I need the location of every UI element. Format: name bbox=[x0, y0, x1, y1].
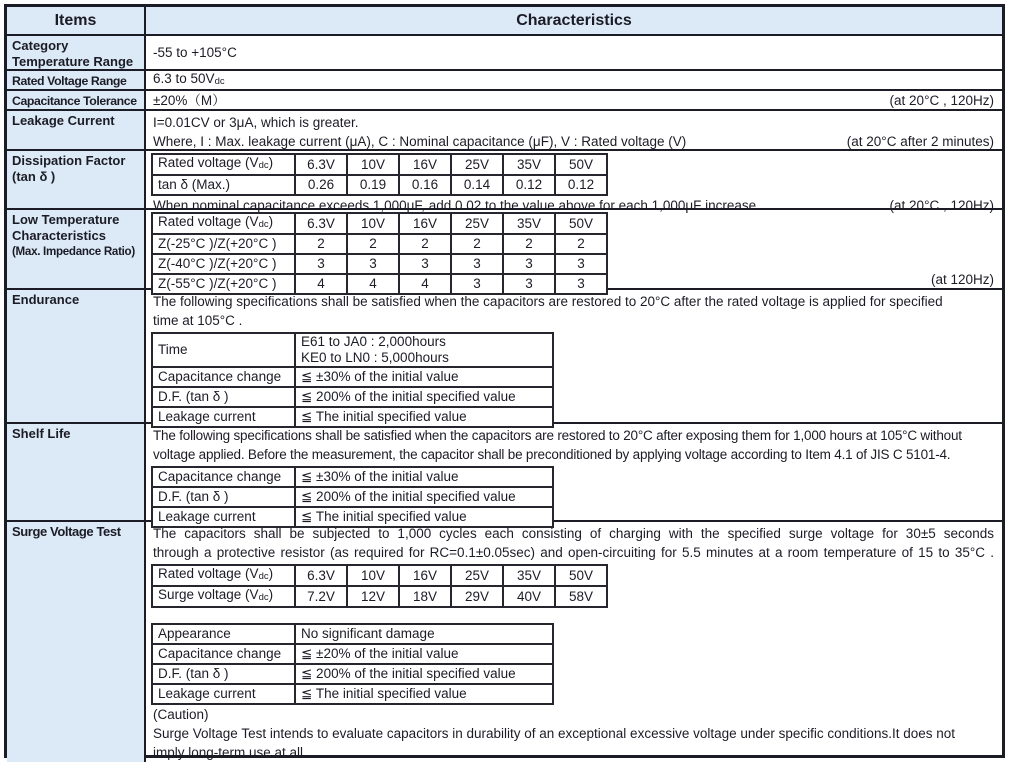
voltage-cell: 50V bbox=[555, 565, 607, 586]
surge-voltage-table bbox=[151, 564, 608, 608]
endurance-description-line2: time at 105°C . bbox=[153, 313, 243, 328]
surge-result-table bbox=[151, 623, 554, 705]
rated-voltage-range-label: Rated Voltage Range bbox=[12, 74, 127, 88]
voltage-cell: 35V bbox=[503, 213, 555, 234]
shelf-life-value-cell bbox=[146, 424, 1002, 524]
label-text: Rated voltage (V bbox=[158, 566, 259, 581]
label-text: Rated voltage (V bbox=[158, 214, 259, 229]
endurance-value-cell bbox=[146, 290, 1002, 422]
items-header-cell bbox=[7, 7, 146, 34]
capacitance-tolerance-label: Capacitance Tolerance bbox=[12, 94, 137, 108]
impedance-row-label: Z(-40°C )/Z(+20°C ) bbox=[152, 254, 295, 274]
impedance-value-cell: 2 bbox=[451, 234, 503, 254]
surge-value-cell: 29V bbox=[451, 586, 503, 607]
surge-description-line1: The capacitors shall be subjected to 1,000 cycles each consisting of charging with the specified surge voltage for 30±5 seconds bbox=[153, 526, 994, 541]
endurance-time-label: Time bbox=[152, 333, 295, 367]
low-temp-voltage-row-label bbox=[152, 213, 295, 234]
surge-caution-title: (Caution) bbox=[153, 707, 209, 722]
capacitance-tolerance-condition: (at 20°C , 120Hz) bbox=[889, 92, 994, 108]
low-temperature-label-cell bbox=[7, 210, 146, 288]
endurance-row-label: Capacitance change bbox=[152, 367, 295, 387]
low-temperature-label-line2: Characteristics bbox=[12, 228, 106, 243]
endurance-capacitance-row bbox=[152, 367, 553, 387]
low-temperature-table bbox=[151, 212, 608, 295]
leakage-current-where: Where, I : Max. leakage current (μA), C : Nominal capacitance (μF), V : Rated voltage (V) bbox=[153, 134, 687, 149]
leakage-current-value-cell bbox=[146, 111, 1002, 149]
surge-rated-row-label bbox=[152, 565, 295, 586]
surge-result-value: ≦ The initial specified value bbox=[295, 684, 553, 704]
impedance-row-label: Z(-25°C )/Z(+20°C ) bbox=[152, 234, 295, 254]
row-dissipation-factor bbox=[7, 149, 1002, 213]
surge-value-cell: 7.2V bbox=[295, 586, 347, 607]
category-label-line1: Category bbox=[12, 38, 69, 53]
tan-value-cell: 0.12 bbox=[503, 175, 555, 195]
endurance-row-value: ≦ ±30% of the initial value bbox=[295, 367, 553, 387]
dissipation-note: When nominal capacitance exceeds 1,000μF, add 0.02 to the value above for each 1,000μF increase. bbox=[153, 198, 760, 213]
shelf-row-value: ≦ 200% of the initial specified value bbox=[295, 487, 553, 507]
shelf-row-label: Leakage current bbox=[152, 507, 295, 527]
dissipation-factor-label-cell bbox=[7, 151, 146, 208]
category-temperature-range-value-cell bbox=[146, 36, 1002, 69]
dissipation-tan-row bbox=[152, 175, 607, 195]
label-sub: dc bbox=[258, 219, 269, 230]
row-category-temperature-range bbox=[7, 34, 1002, 69]
shelf-life-description-line2: voltage applied. Before the measurement, the capacitor shall be preconditioned by applying voltage according to Item 4.1 of JIS C 5101-4. bbox=[153, 447, 951, 462]
tan-value-cell: 0.12 bbox=[555, 175, 607, 195]
rated-voltage-range-value-cell bbox=[146, 71, 1002, 89]
tan-row-label: tan δ (Max.) bbox=[152, 175, 295, 195]
impedance-value-cell: 4 bbox=[399, 274, 451, 294]
endurance-label-cell bbox=[7, 290, 146, 422]
surge-result-label: Leakage current bbox=[152, 684, 295, 704]
endurance-table bbox=[151, 332, 554, 428]
surge-result-label: Capacitance change bbox=[152, 644, 295, 664]
characteristics-header-cell bbox=[146, 7, 1002, 34]
tan-value-cell: 0.16 bbox=[399, 175, 451, 195]
leakage-current-where-line bbox=[146, 132, 1002, 151]
voltage-cell: 16V bbox=[399, 213, 451, 234]
endurance-row-label: Leakage current bbox=[152, 407, 295, 427]
voltage-cell: 10V bbox=[347, 213, 399, 234]
surge-description-line2: through a protective resistor (as required for RC=0.1±0.05sec) and open-circuiting for 5.5 minutes at a room temperature of 15 to 35°C . bbox=[153, 545, 994, 560]
tan-value-cell: 0.19 bbox=[347, 175, 399, 195]
label-sub: dc bbox=[258, 571, 269, 582]
endurance-df-row bbox=[152, 387, 553, 407]
leakage-current-label: Leakage Current bbox=[12, 113, 115, 128]
surge-table-gap bbox=[146, 608, 1002, 621]
surge-value-cell: 40V bbox=[503, 586, 555, 607]
voltage-cell: 25V bbox=[451, 213, 503, 234]
surge-voltage-row bbox=[152, 586, 607, 607]
shelf-row-value: ≦ The initial specified value bbox=[295, 507, 553, 527]
impedance-value-cell: 4 bbox=[295, 274, 347, 294]
items-header-label: Items bbox=[54, 12, 97, 29]
tan-value-cell: 0.26 bbox=[295, 175, 347, 195]
dissipation-voltage-row-label bbox=[152, 154, 295, 175]
rated-voltage-range-label-cell bbox=[7, 71, 146, 89]
voltage-cell: 35V bbox=[503, 154, 555, 175]
surge-voltage-test-label-cell bbox=[7, 522, 146, 762]
dissipation-factor-table bbox=[151, 153, 608, 196]
surge-leakage-row bbox=[152, 684, 553, 704]
impedance-row-label: Z(-55°C )/Z(+20°C ) bbox=[152, 274, 295, 294]
capacitance-tolerance-value-cell bbox=[146, 91, 1002, 109]
impedance-value-cell: 2 bbox=[503, 234, 555, 254]
low-temperature-value-cell bbox=[146, 210, 1002, 291]
dissipation-condition: (at 20°C , 120Hz) bbox=[889, 198, 994, 213]
surge-caution-line1: Surge Voltage Test intends to evaluate capacitors in durability of an exceptional excessive voltage under specific conditions.It does not bbox=[153, 726, 955, 741]
label-text: Rated voltage (V bbox=[158, 155, 259, 170]
endurance-time-row bbox=[152, 333, 553, 367]
category-label-line2: Temperature Range bbox=[12, 54, 134, 69]
capacitance-tolerance-label-cell bbox=[7, 91, 146, 109]
surge-caution-line2: imply long-term use at all. bbox=[153, 745, 307, 760]
voltage-cell: 10V bbox=[347, 154, 399, 175]
shelf-df-row bbox=[152, 487, 553, 507]
voltage-cell: 6.3V bbox=[295, 565, 347, 586]
impedance-value-cell: 2 bbox=[399, 234, 451, 254]
label-end: ) bbox=[268, 155, 274, 170]
endurance-row-value: ≦ The initial specified value bbox=[295, 407, 553, 427]
voltage-cell: 50V bbox=[555, 213, 607, 234]
dissipation-factor-label-line1: Dissipation Factor bbox=[12, 153, 126, 168]
row-surge-voltage-test bbox=[7, 520, 1002, 762]
surge-result-value: No significant damage bbox=[295, 624, 553, 644]
dissipation-factor-label-line2: (tan δ ) bbox=[12, 169, 56, 184]
label-end: ) bbox=[268, 214, 274, 229]
surge-voltage-test-label: Surge Voltage Test bbox=[12, 524, 121, 539]
shelf-row-label: D.F. (tan δ ) bbox=[152, 487, 295, 507]
low-temperature-condition: (at 120Hz) bbox=[930, 272, 994, 287]
voltage-cell: 6.3V bbox=[295, 154, 347, 175]
capacitance-tolerance-line bbox=[146, 91, 1002, 110]
capacitance-tolerance-value: ±20%（M） bbox=[153, 92, 226, 108]
shelf-life-label: Shelf Life bbox=[12, 426, 71, 441]
leakage-current-label-cell bbox=[7, 111, 146, 149]
characteristics-header-label: Characteristics bbox=[516, 12, 632, 29]
voltage-cell: 25V bbox=[451, 565, 503, 586]
low-temperature-label-line3: (Max. Impedance Ratio) bbox=[12, 245, 135, 258]
dissipation-voltage-row bbox=[152, 154, 607, 175]
surge-capacitance-row bbox=[152, 644, 553, 664]
surge-result-label: D.F. (tan δ ) bbox=[152, 664, 295, 684]
impedance-value-cell: 3 bbox=[399, 254, 451, 274]
impedance-value-cell: 2 bbox=[347, 234, 399, 254]
dissipation-factor-value-cell bbox=[146, 151, 1002, 213]
label-end: ) bbox=[268, 566, 274, 581]
impedance-value-cell: 3 bbox=[451, 254, 503, 274]
leakage-current-condition: (at 20°C after 2 minutes) bbox=[846, 134, 994, 149]
impedance-value-cell: 2 bbox=[295, 234, 347, 254]
endurance-time-values bbox=[295, 333, 553, 367]
surge-df-row bbox=[152, 664, 553, 684]
row-leakage-current bbox=[7, 109, 1002, 149]
impedance-value-cell: 3 bbox=[555, 254, 607, 274]
surge-voltage-row-label bbox=[152, 586, 295, 607]
tan-value-cell: 0.14 bbox=[451, 175, 503, 195]
category-temperature-range-label bbox=[7, 36, 146, 69]
shelf-row-label: Capacitance change bbox=[152, 467, 295, 487]
voltage-cell: 6.3V bbox=[295, 213, 347, 234]
surge-value-cell: 12V bbox=[347, 586, 399, 607]
surge-appearance-row bbox=[152, 624, 553, 644]
voltage-cell: 25V bbox=[451, 154, 503, 175]
impedance-value-cell: 3 bbox=[503, 274, 555, 294]
endurance-label: Endurance bbox=[12, 292, 80, 307]
voltage-cell: 10V bbox=[347, 565, 399, 586]
rated-voltage-range-value-sub: dc bbox=[214, 76, 225, 87]
endurance-description-line1: The following specifications shall be satisfied when the capacitors are restored to 20°C after the rated voltage is applied for specified bbox=[153, 294, 943, 309]
specifications-table bbox=[4, 4, 1005, 758]
header-row bbox=[7, 7, 1002, 34]
low-temp-voltage-row bbox=[152, 213, 607, 234]
surge-result-label: Appearance bbox=[152, 624, 295, 644]
impedance-row-minus40 bbox=[152, 254, 607, 274]
row-low-temperature-characteristics bbox=[7, 208, 1002, 291]
shelf-life-table bbox=[151, 466, 554, 528]
label-end: ) bbox=[268, 587, 274, 602]
label-text: Surge voltage (V bbox=[158, 587, 259, 602]
rated-voltage-range-value bbox=[146, 69, 233, 91]
impedance-value-cell: 4 bbox=[347, 274, 399, 294]
surge-result-value: ≦ 200% of the initial specified value bbox=[295, 664, 553, 684]
endurance-time-value-line2: KE0 to LN0 : 5,000hours bbox=[301, 350, 449, 365]
endurance-row-value: ≦ 200% of the initial specified value bbox=[295, 387, 553, 407]
endurance-row-label: D.F. (tan δ ) bbox=[152, 387, 295, 407]
shelf-life-description-line1: The following specifications shall be satisfied when the capacitors are restored to 20°C after exposing them for 1,000 hours at 105°C without bbox=[153, 428, 962, 443]
shelf-capacitance-row bbox=[152, 467, 553, 487]
impedance-value-cell: 3 bbox=[503, 254, 555, 274]
surge-voltage-test-value-cell bbox=[146, 522, 1002, 762]
surge-value-cell: 58V bbox=[555, 586, 607, 607]
low-temperature-label-line1: Low Temperature bbox=[12, 212, 120, 227]
impedance-value-cell: 3 bbox=[295, 254, 347, 274]
voltage-cell: 50V bbox=[555, 154, 607, 175]
impedance-row-minus25 bbox=[152, 234, 607, 254]
row-rated-voltage-range bbox=[7, 69, 1002, 89]
leakage-current-formula: I=0.01CV or 3μA, which is greater. bbox=[153, 115, 359, 130]
row-capacitance-tolerance bbox=[7, 89, 1002, 109]
impedance-value-cell: 2 bbox=[555, 234, 607, 254]
impedance-value-cell: 3 bbox=[555, 274, 607, 294]
row-endurance bbox=[7, 288, 1002, 422]
impedance-value-cell: 3 bbox=[347, 254, 399, 274]
shelf-life-label-cell bbox=[7, 424, 146, 520]
voltage-cell: 35V bbox=[503, 565, 555, 586]
row-shelf-life bbox=[7, 422, 1002, 524]
surge-rated-voltage-row bbox=[152, 565, 607, 586]
surge-value-cell: 18V bbox=[399, 586, 451, 607]
category-temperature-range-value: -55 to +105°C bbox=[153, 45, 237, 60]
impedance-value-cell: 3 bbox=[451, 274, 503, 294]
surge-result-value: ≦ ±20% of the initial value bbox=[295, 644, 553, 664]
voltage-cell: 16V bbox=[399, 154, 451, 175]
voltage-cell: 16V bbox=[399, 565, 451, 586]
endurance-time-value-line1: E61 to JA0 : 2,000hours bbox=[301, 334, 446, 349]
label-sub: dc bbox=[258, 592, 269, 603]
shelf-row-value: ≦ ±30% of the initial value bbox=[295, 467, 553, 487]
rated-voltage-range-value-main: 6.3 to 50V bbox=[153, 71, 215, 86]
label-sub: dc bbox=[258, 160, 269, 171]
